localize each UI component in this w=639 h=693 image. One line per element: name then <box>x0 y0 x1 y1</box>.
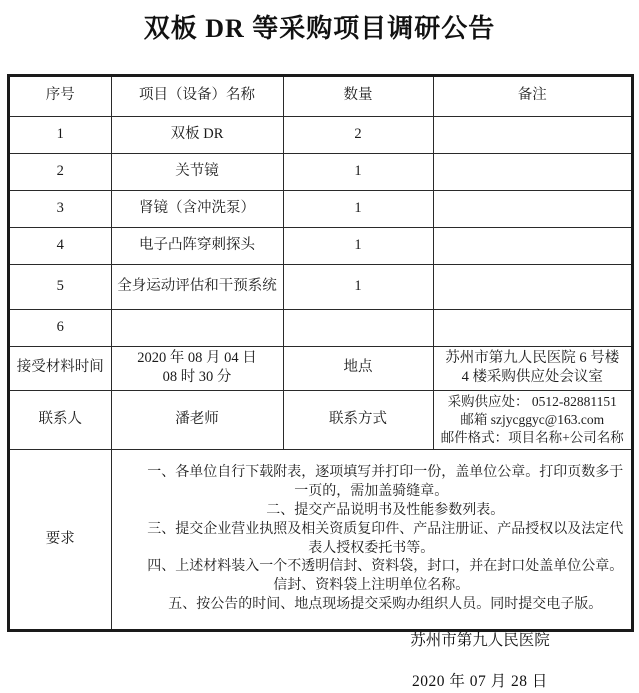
contact-method-value <box>433 390 632 450</box>
table-row <box>9 309 632 346</box>
header-note: 备注 <box>433 76 632 116</box>
location-label: 地点 <box>283 346 433 390</box>
accept-time-row <box>9 346 632 390</box>
cell-seq: 3 <box>9 190 111 227</box>
cell-note <box>433 116 632 153</box>
table-row <box>9 227 632 264</box>
accept-time-line2: 08 时 30 分 <box>162 369 232 386</box>
contact-row <box>9 390 632 450</box>
cell-quantity: 1 <box>283 227 433 264</box>
contact-method-label: 联系方式 <box>283 390 433 450</box>
cell-note <box>433 153 632 190</box>
requirement-item: 四、上述材料装入一个不透明信封、资料袋，封口，并在封口处盖单位公章。信封、资料袋上注明单位名称。 <box>147 559 624 594</box>
requirement-item: 一、各单位自行下载附表，逐项填写并打印一份，盖单位公章。打印页数多于一页的，需加盖骑缝章。 <box>147 464 624 499</box>
cell-quantity <box>283 309 433 346</box>
cell-item-name: 肾镜（含冲洗泵） <box>111 190 283 227</box>
procurement-table <box>8 75 633 631</box>
requirement-item: 二、提交产品说明书及性能参数列表。 <box>266 502 505 518</box>
location-value <box>433 346 632 390</box>
cell-item-name: 电子凸阵穿刺探头 <box>111 227 283 264</box>
cell-note <box>433 309 632 346</box>
table-row <box>9 264 632 309</box>
contact-mail-format: 邮件格式：项目名称+公司名称 <box>440 430 624 446</box>
table-row <box>9 190 632 227</box>
accept-time-line1: 2020 年 08 月 04 日 <box>137 349 257 366</box>
cell-seq: 2 <box>9 153 111 190</box>
cell-quantity: 1 <box>283 153 433 190</box>
header-seq: 序号 <box>9 76 111 116</box>
cell-quantity: 2 <box>283 116 433 153</box>
cell-note <box>433 227 632 264</box>
cell-item-name: 双板 DR <box>111 116 283 153</box>
location-line1: 苏州市第九人民医院 6 号楼 <box>445 349 620 366</box>
table-header-row <box>9 76 632 116</box>
requirement-item: 五、按公告的时间、地点现场提交采购办组织人员。同时提交电子版。 <box>168 597 603 613</box>
requirements-row <box>9 450 632 630</box>
cell-seq: 5 <box>9 264 111 309</box>
table-row <box>9 116 632 153</box>
location-line2: 4 楼采购供应处会议室 <box>461 369 603 386</box>
contact-email: 邮箱 szjycggyc@163.com <box>460 411 605 427</box>
cell-item-name: 关节镜 <box>111 153 283 190</box>
header-item-name: 项目（设备）名称 <box>111 76 283 116</box>
cell-note <box>433 264 632 309</box>
contact-phone: 采购供应处： 0512-82881151 <box>447 393 617 409</box>
cell-item-name: 全身运动评估和干预系统 <box>111 264 283 309</box>
page-title: 双板 DR 等采购项目调研公告 <box>143 14 496 43</box>
cell-seq: 6 <box>9 309 111 346</box>
contact-value: 潘老师 <box>111 390 283 450</box>
header-quantity: 数量 <box>283 76 433 116</box>
table-row <box>9 153 632 190</box>
cell-seq: 4 <box>9 227 111 264</box>
contact-label: 联系人 <box>9 390 111 450</box>
accept-time-value <box>111 346 283 390</box>
cell-seq: 1 <box>9 116 111 153</box>
requirements-content <box>111 450 632 630</box>
requirement-item: 三、提交企业营业执照及相关资质复印件、产品注册证、产品授权以及法定代表人授权委托书等。 <box>147 521 624 556</box>
cell-item-name <box>111 309 283 346</box>
signature-date: 2020 年 07 月 28 日 <box>412 673 548 690</box>
signature-organization: 苏州市第九人民医院 <box>410 632 550 649</box>
accept-time-label: 接受材料时间 <box>9 346 111 390</box>
signature-block <box>355 628 605 691</box>
cell-quantity: 1 <box>283 190 433 227</box>
requirements-label: 要求 <box>9 450 111 630</box>
cell-note <box>433 190 632 227</box>
cell-quantity: 1 <box>283 264 433 309</box>
